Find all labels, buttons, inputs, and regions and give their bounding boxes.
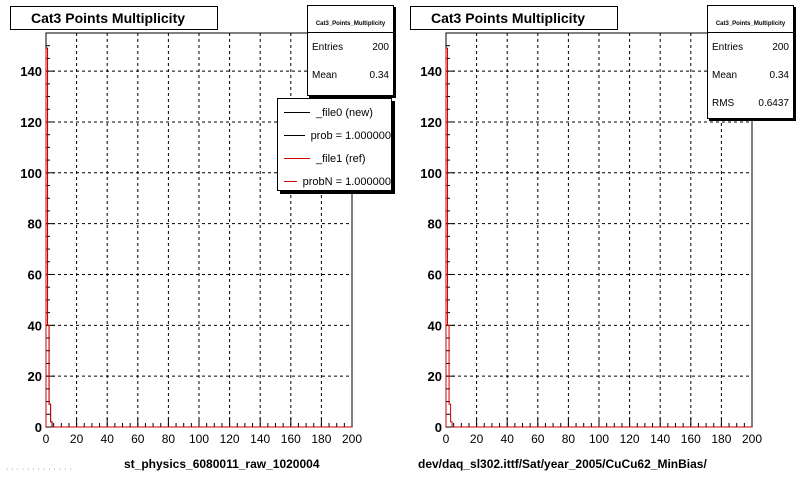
legend-line-swatch: [284, 112, 310, 113]
y-tick-label: 0: [434, 420, 442, 435]
legend-entry: [278, 147, 391, 170]
x-tick-label: 140: [650, 432, 671, 446]
x-tick-label: 40: [100, 432, 114, 446]
x-tick-label: 200: [741, 432, 763, 446]
y-tick-label: 100: [20, 165, 42, 181]
stats-name: Cat3_Points_Multiplicity: [308, 6, 393, 33]
x-tick-label: 200: [341, 432, 363, 446]
x-tick-label: 180: [311, 432, 332, 446]
x-tick-label: 80: [561, 432, 576, 446]
stats-label: RMS: [712, 97, 735, 109]
stats-label: Entries: [312, 41, 344, 53]
stats-label: Mean: [712, 69, 738, 81]
legend-label: _file1 (ref): [316, 152, 366, 165]
y-tick-label: 80: [427, 216, 442, 232]
legend-line-swatch: [284, 181, 297, 182]
x-tick-label: 120: [219, 432, 240, 446]
y-tick-label: 140: [20, 64, 42, 80]
x-tick-label: 180: [711, 432, 732, 446]
y-tick-label: 40: [27, 318, 42, 334]
y-tick-label: 100: [420, 165, 442, 181]
stats-value: 0.34: [369, 69, 389, 81]
y-tick-label: 20: [27, 369, 42, 385]
x-tick-label: 20: [469, 432, 484, 446]
x-tick-label: 100: [188, 432, 210, 446]
plot-title: Cat3 Points Multiplicity: [10, 6, 218, 30]
x-tick-label: 0: [42, 432, 50, 446]
y-tick-label: 60: [27, 267, 42, 283]
x-tick-label: 60: [531, 432, 545, 446]
x-axis-title: st_physics_6080011_raw_1020004: [124, 457, 320, 471]
stats-row-entries: [308, 33, 393, 61]
stats-value: 0.6437: [758, 97, 789, 109]
stats-row-mean: [308, 61, 393, 89]
legend-line-swatch: [284, 158, 310, 159]
x-tick-label: 160: [680, 432, 701, 446]
legend-label: probN = 1.000000: [302, 175, 391, 188]
legend[interactable]: [277, 98, 392, 191]
stats-label: Mean: [312, 69, 338, 81]
stats-value: 0.34: [769, 69, 789, 81]
stats-value: 200: [772, 41, 789, 53]
stats-label: Entries: [712, 41, 744, 53]
y-tick-label: 40: [427, 318, 442, 334]
legend-line-swatch: [284, 135, 305, 136]
y-tick-label: 80: [27, 216, 42, 232]
stats-row-mean: [708, 61, 793, 89]
y-tick-label: 60: [427, 267, 442, 283]
x-tick-label: 140: [250, 432, 271, 446]
y-tick-label: 20: [427, 369, 442, 385]
footnote: · · · · · · · · · · · · ·: [6, 466, 73, 473]
plot-title: Cat3 Points Multiplicity: [410, 6, 618, 30]
x-tick-label: 40: [500, 432, 514, 446]
stats-row-entries: [708, 33, 793, 61]
legend-entry: [278, 101, 391, 124]
y-tick-label: 120: [20, 114, 42, 130]
stats-value: 200: [372, 41, 389, 53]
x-tick-label: 160: [280, 432, 301, 446]
x-tick-label: 60: [131, 432, 145, 446]
y-tick-label: 120: [420, 114, 442, 130]
y-tick-label: 140: [420, 64, 442, 80]
x-tick-label: 120: [619, 432, 640, 446]
x-tick-label: 20: [69, 432, 84, 446]
stats-box[interactable]: [307, 5, 394, 96]
legend-entry: [278, 124, 391, 147]
x-tick-label: 80: [161, 432, 176, 446]
x-axis-title: dev/daq_sl302.ittf/Sat/year_2005/CuCu62_MinBias/: [418, 457, 707, 471]
stats-box[interactable]: [707, 5, 794, 119]
right-plot-panel: [400, 0, 800, 480]
legend-entry: [278, 170, 391, 191]
legend-label: prob = 1.000000: [310, 129, 391, 142]
x-tick-label: 100: [588, 432, 610, 446]
legend-label: _file0 (new): [316, 106, 373, 119]
stats-row-rms: [708, 89, 793, 117]
stats-name: Cat3_Points_Multiplicity: [708, 6, 793, 33]
x-tick-label: 0: [442, 432, 450, 446]
y-tick-label: 0: [34, 420, 42, 435]
